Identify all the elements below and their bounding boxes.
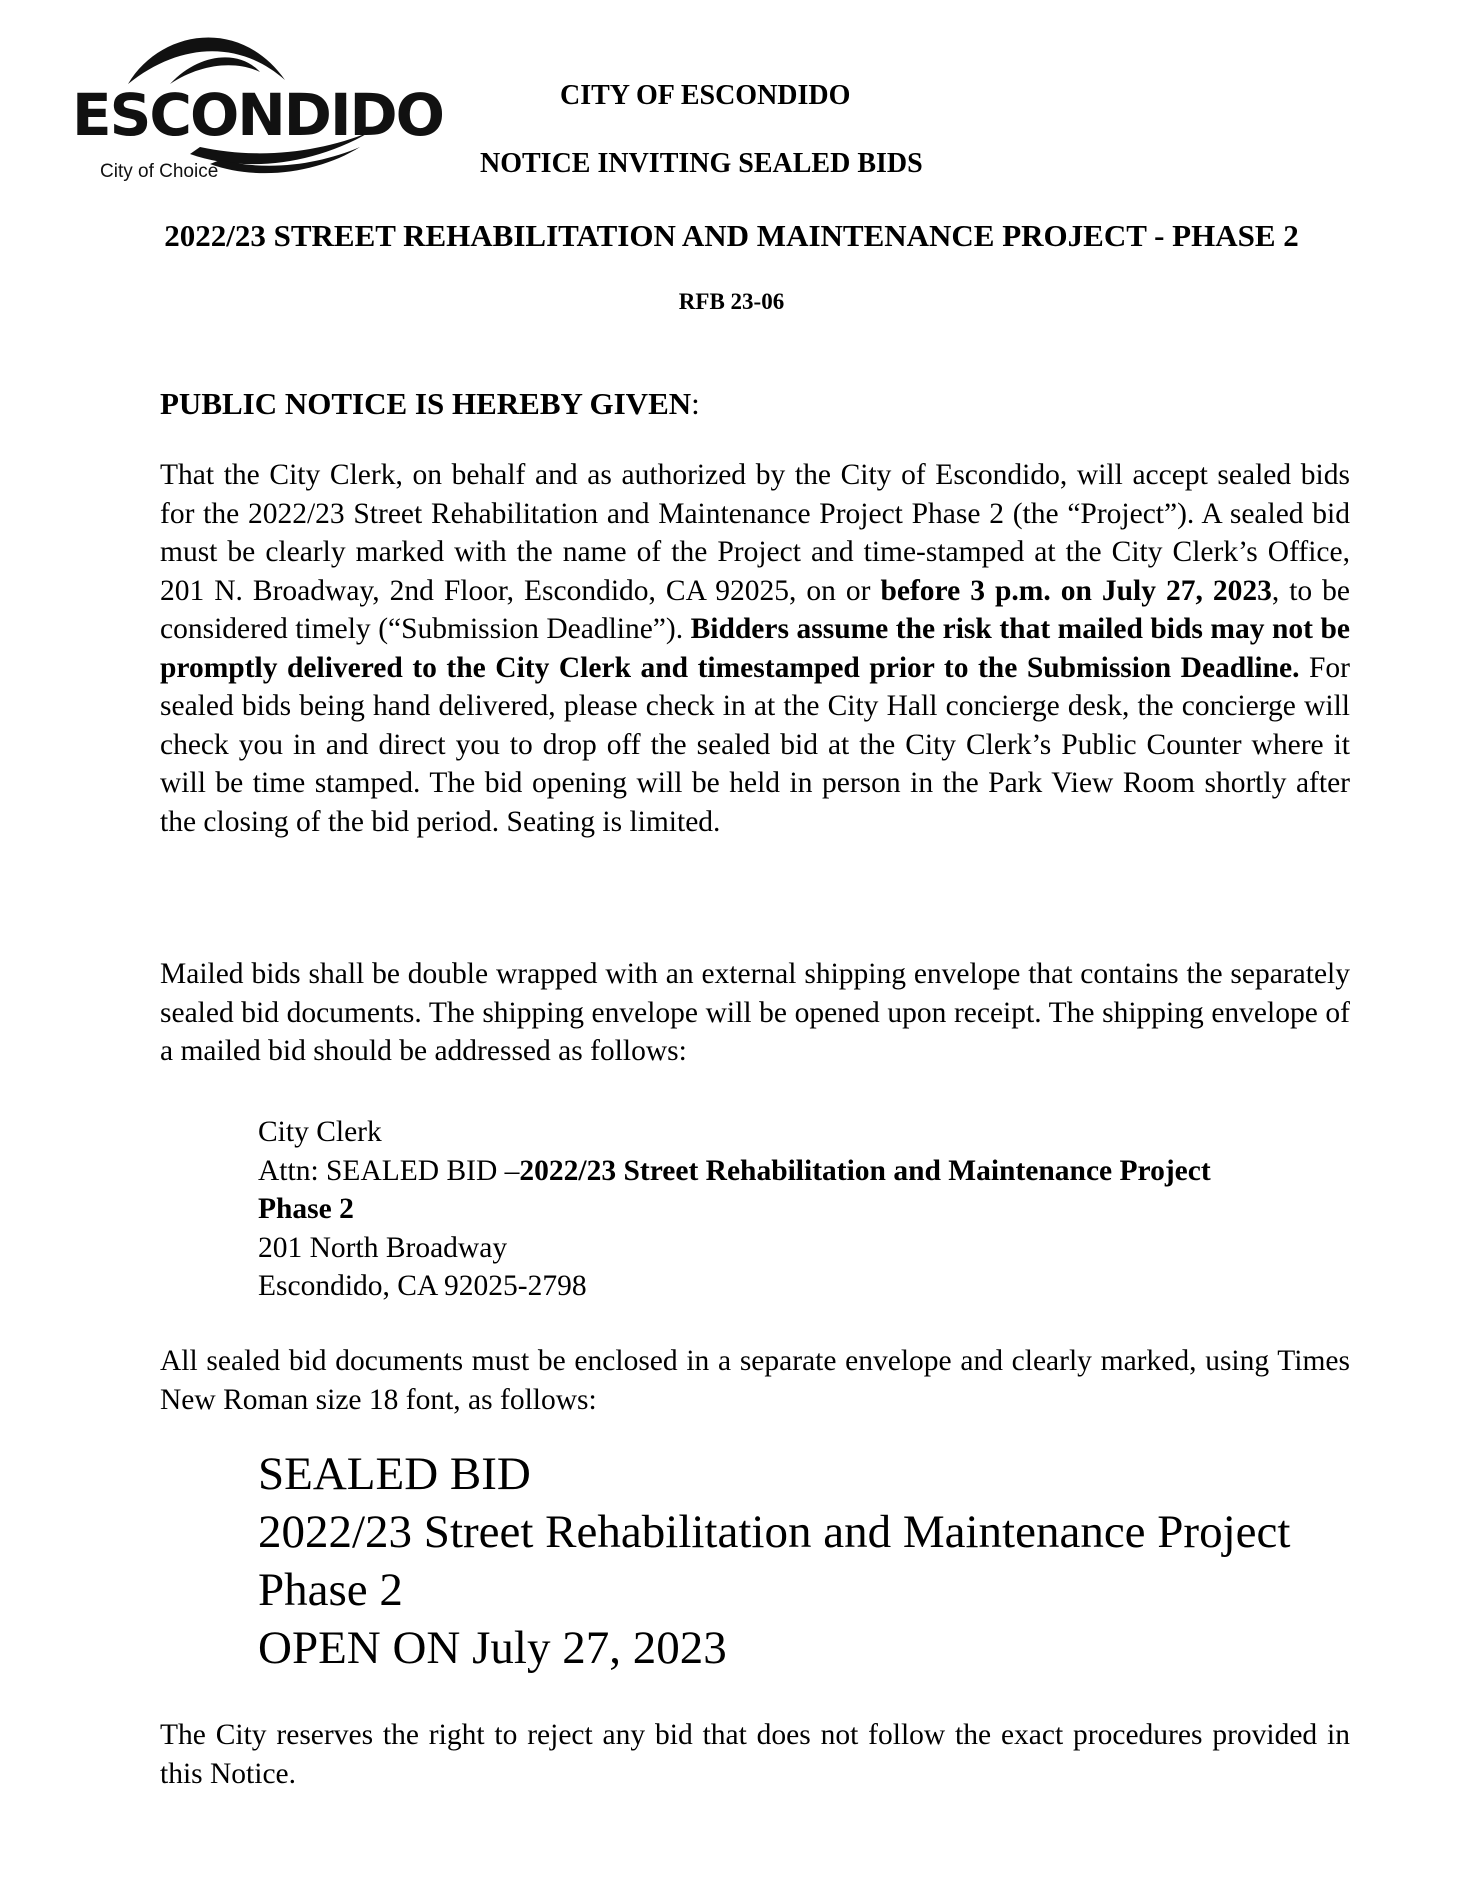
paragraph-mailed-bids: Mailed bids shall be double wrapped with an external shipping envelope that contains the separately sealed bid documents. The shipping envelope will be opened upon receipt. The shipping envelope of a mailed bid should be addressed as follows: xyxy=(160,958,1350,1067)
mailing-address-block xyxy=(258,1113,1358,1306)
paragraph-submission xyxy=(160,456,1350,841)
address-attn xyxy=(258,1152,1358,1191)
envelope-label-line2: 2022/23 Street Rehabilitation and Maintenance Project xyxy=(258,1506,1291,1558)
address-attn-phase-text: Phase 2 xyxy=(258,1193,354,1225)
header-city-name: CITY OF ESCONDIDO xyxy=(560,80,851,111)
paragraph-submission-part1: That the City Clerk, on behalf and as authorized by the City of Escondido, will accept sealed bids for the 2022/23 Street Rehabilitation and Maintenance Project Phase 2 (the “Project”). A sealed bid must be clearly marked with the name of the Project and time-stamped at the City Clerk’s Office, 201 N. Broadway, 2nd Floor, Escondido, CA 92025, on or xyxy=(160,459,1350,607)
public-notice-heading xyxy=(160,388,1350,419)
address-city: Escondido, CA 92025-2798 xyxy=(258,1270,587,1302)
paragraph-submission-part3: For sealed bids being hand delivered, please check in at the City Hall concierge desk, the concierge will check you in and direct you to drop off the sealed bid at the City Clerk’s Public Counter where it will be time stamped. The bid opening will be held in person in the Park View Room shortly after the closing of the bid period. Seating is limited. xyxy=(160,651,1351,838)
envelope-label-example xyxy=(258,1445,1378,1677)
address-attn-phase xyxy=(258,1190,1358,1229)
escondido-logo xyxy=(70,22,443,182)
public-notice-colon: : xyxy=(691,386,700,421)
address-street: 201 North Broadway xyxy=(258,1231,508,1264)
envelope-label-line4: OPEN ON July 27, 2023 xyxy=(258,1622,727,1674)
envelope-label-line1: SEALED BID xyxy=(258,1448,531,1500)
header-project-title: 2022/23 STREET REHABILITATION AND MAINTENANCE PROJECT - PHASE 2 xyxy=(164,218,1299,253)
paragraph-submission-part2: , to be considered timely (“Submission Deadline”). xyxy=(160,574,1351,645)
logo-tagline: City of Choice xyxy=(100,161,219,182)
paragraph-envelope-instructions: All sealed bid documents must be enclosed in a separate envelope and clearly marked, using Times New Roman size 18 font, as follows: xyxy=(160,1345,1350,1416)
mailed-bid-risk-text: Bidders assume the risk that mailed bids may not be promptly delivered to the City Clerk and timestamped prior to the Submission Deadline. xyxy=(160,613,1350,684)
address-recipient: City Clerk xyxy=(258,1116,382,1148)
logo-wordmark: ESCONDIDO xyxy=(72,81,443,149)
header-rfb-number: RFB 23-06 xyxy=(678,289,785,314)
public-notice-heading-text: PUBLIC NOTICE IS HEREBY GIVEN xyxy=(160,386,692,421)
address-attn-project: 2022/23 Street Rehabilitation and Maintenance Project xyxy=(519,1154,1211,1187)
header-notice-title: NOTICE INVITING SEALED BIDS xyxy=(480,148,923,179)
address-attn-prefix: Attn: SEALED BID – xyxy=(258,1154,520,1187)
submission-deadline-text: before 3 p.m. on July 27, 2023 xyxy=(880,574,1272,607)
paragraph-reject-right: The City reserves the right to reject any bid that does not follow the exact procedures provided in this Notice. xyxy=(160,1719,1350,1790)
envelope-label-line3: Phase 2 xyxy=(258,1564,403,1616)
